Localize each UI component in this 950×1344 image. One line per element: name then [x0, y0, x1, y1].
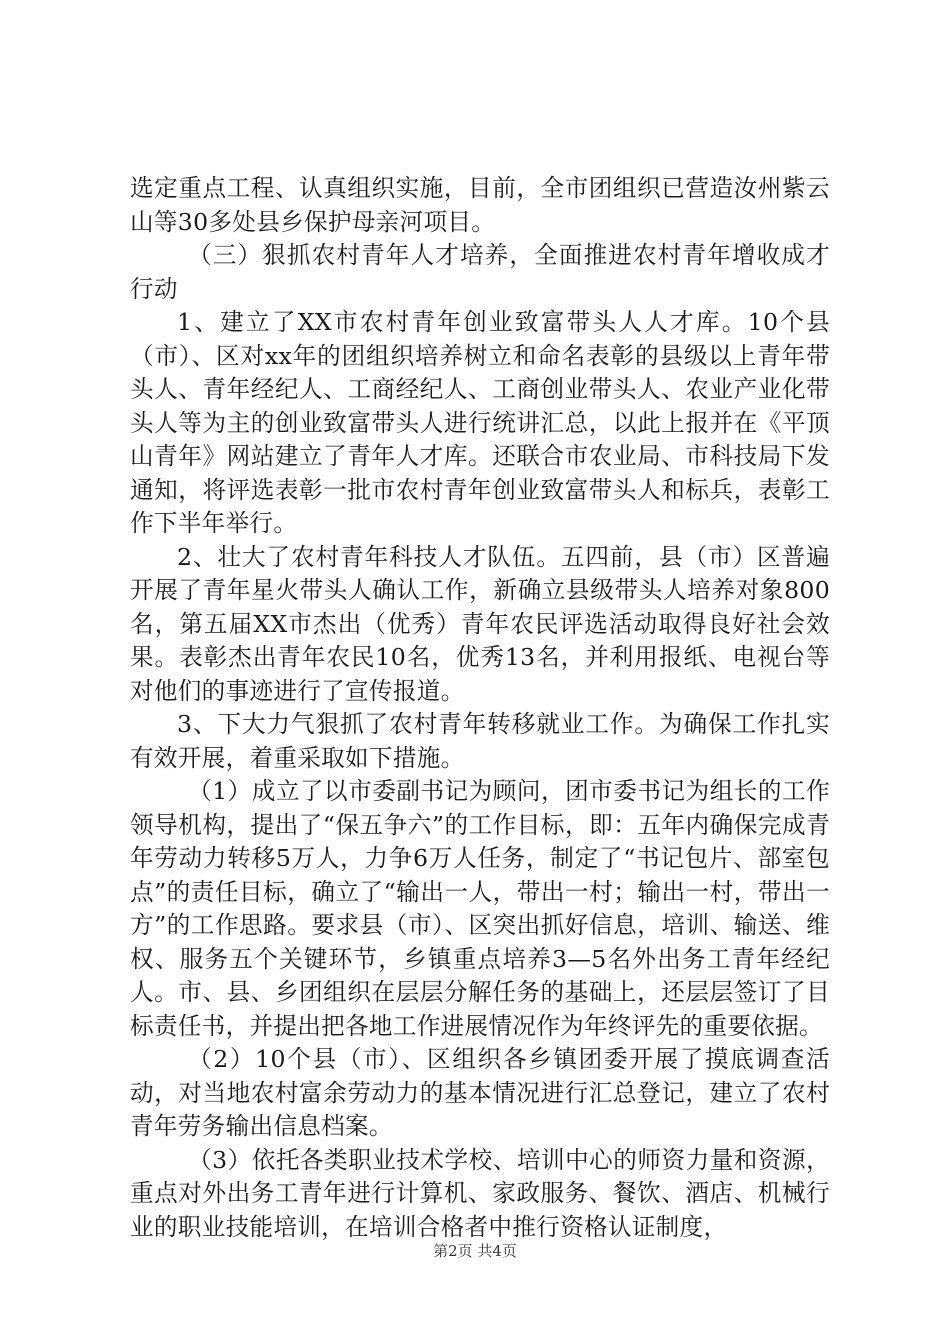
- paragraph-item-3: 3、下大力气狠抓了农村青年转移就业工作。为确保工作扎实有效开展，着重采取如下措施。: [130, 710, 830, 772]
- section-heading: （三）狠抓农村青年人才培养，全面推进农村青年增收成才行动: [130, 241, 830, 303]
- paragraph-item-1: 1、建立了XX市农村青年创业致富带头人人才库。10个县（市）、区对xx年的团组织培养树立和命名表彰的县级以上青年带头人、青年经纪人、工商经纪人、工商创业带头人、农业产业化带头人等为主的创业致富带头人进行统讲汇总，以此上报并在《平顶山青年》网站建立了青年人才库。还联合市农业局、市科技局下发通知，将评选表彰一批市农村青年创业致富带头人和标兵，表彰工作下半年举行。: [130, 308, 830, 537]
- paragraph-item-2: 2、壮大了农村青年科技人才队伍。五四前，县（市）区普遍开展了青年星火带头人确认工作，新确立县级带头人培养对象800名，第五届XX市杰出（优秀）青年农民评选活动取得良好社会效果。表彰杰出青年农民10名，优秀13名，并利用报纸、电视台等对他们的事迹进行了宣传报道。: [130, 542, 830, 705]
- paragraph-continuation: 选定重点工程、认真组织实施，目前，全市团组织已营造汝州紫云山等30多处县乡保护母亲河项目。: [130, 174, 830, 236]
- document-body: [130, 172, 830, 1244]
- paragraph-subitem-2: （2）10个县（市）、区组织各乡镇团委开展了摸底调查活动，对当地农村富余劳动力的基本情况进行汇总登记，建立了农村青年劳务输出信息档案。: [130, 1045, 830, 1140]
- paragraph-subitem-1: （1）成立了以市委副书记为顾问，团市委书记为组长的工作领导机构，提出了“保五争六”的工作目标，即：五年内确保完成青年劳动力转移5万人，力争6万人任务，制定了“书记包片、部室包点”的责任目标，确立了“输出一人，带出一村；输出一村，带出一方”的工作思路。要求县（市）、区突出抓好信息，培训、输送、维权、服务五个关键环节，乡镇重点培养3—5名外出务工青年经纪人。市、县、乡团组织在层层分解任务的基础上，还层层签订了目标责任书，并提出把各地工作进展情况作为年终评先的重要依据。: [130, 777, 830, 1040]
- paragraph-subitem-3: （3）依托各类职业技术学校、培训中心的师资力量和资源，重点对外出务工青年进行计算机、家政服务、餐饮、酒店、机械行业的职业技能培训，在培训合格者中推行资格认证制度，: [130, 1145, 830, 1241]
- page-footer: 第2页 共4页: [433, 1242, 517, 1260]
